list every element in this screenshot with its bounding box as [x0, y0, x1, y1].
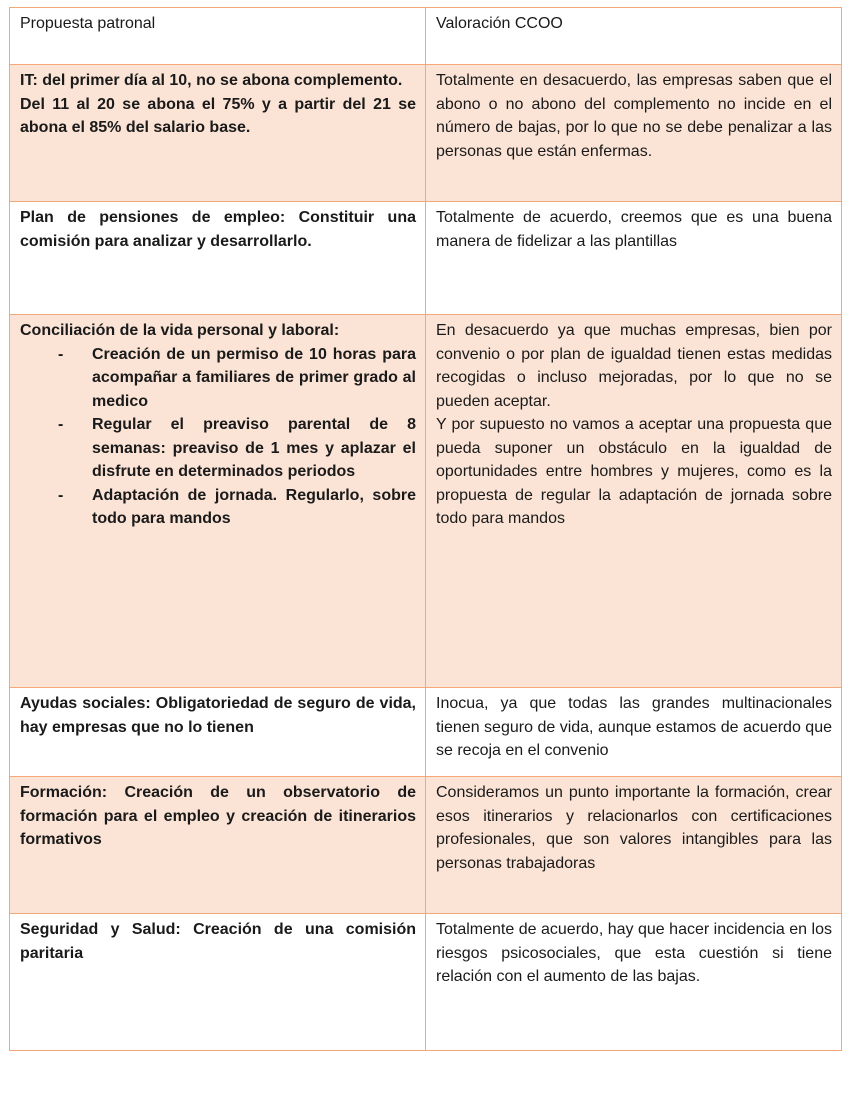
table-row: [10, 315, 842, 688]
dash-bullet: -: [58, 416, 64, 433]
table-row: [10, 65, 842, 202]
header-proposal: Propuesta patronal: [10, 8, 426, 65]
list-item: [58, 413, 416, 484]
assessment-cell: [426, 688, 842, 777]
document-page: [9, 7, 841, 1051]
proposal-intro: Conciliación de la vida personal y laboral:: [20, 322, 340, 339]
assessment-text: Totalmente de acuerdo, creemos que es una buena manera de fidelizar a las plantillas: [436, 209, 832, 250]
proposal-cell: [10, 914, 426, 1051]
table-row: [10, 777, 842, 914]
assessment-text: Totalmente de acuerdo, hay que hacer incidencia en los riesgos psicosociales, que esta cuestión si tiene relación con el aumento de las bajas.: [436, 921, 832, 985]
table-row: [10, 914, 842, 1051]
proposal-cell: [10, 688, 426, 777]
proposal-cell: [10, 315, 426, 688]
proposal-cell: [10, 202, 426, 315]
assessment-cell: [426, 914, 842, 1051]
proposals-table: [9, 7, 842, 1051]
list-item: [58, 484, 416, 531]
assessment-text: Consideramos un punto importante la formación, crear esos itinerarios y relacionarlos con certificaciones profesionales, que son valores intangibles para las personas trabajadoras: [436, 784, 832, 872]
list-item-text: Adaptación de jornada. Regularlo, sobre todo para mandos: [92, 486, 416, 527]
proposal-text: Seguridad y Salud: Creación de una comisión paritaria: [20, 921, 416, 962]
list-item: [58, 343, 416, 414]
assessment-text: Inocua, ya que todas las grandes multinacionales tienen seguro de vida, aunque estamos de acuerdo que se recoja en el convenio: [436, 695, 832, 759]
assessment-text: Y por supuesto no vamos a aceptar una propuesta que pueda suponer un obstáculo en la igualdad de oportunidades entre hombres y mujeres, como es la propuesta de regular la adaptación de jornada sobre todo para mandos: [436, 416, 832, 527]
table-row: [10, 202, 842, 315]
assessment-cell: [426, 777, 842, 914]
table-row: [10, 688, 842, 777]
proposal-cell: [10, 777, 426, 914]
assessment-cell: [426, 65, 842, 202]
dash-bullet: -: [58, 486, 64, 504]
dash-bullet: -: [58, 345, 64, 363]
proposal-text: Formación: Creación de un observatorio de formación para el empleo y creación de itinerarios formativos: [20, 784, 416, 848]
assessment-text: En desacuerdo ya que muchas empresas, bien por convenio o por plan de igualdad tienen estas medidas recogidas o incluso mejoradas, por lo que no se pueden aceptar.: [436, 322, 832, 410]
header-assessment: Valoración CCOO: [426, 8, 842, 65]
proposal-list: [20, 343, 416, 531]
list-item-text: Regular el preaviso parental de 8 semanas: preaviso de 1 mes y aplazar el disfrute en determinados periodos: [92, 416, 416, 480]
proposal-text: Ayudas sociales: Obligatoriedad de seguro de vida, hay empresas que no lo tienen: [20, 695, 416, 736]
assessment-text: Totalmente en desacuerdo, las empresas saben que el abono o no abono del complemento no incide en el número de bajas, por lo que no se debe penalizar a las personas que están enfermas.: [436, 72, 832, 160]
assessment-cell: [426, 202, 842, 315]
proposal-text: IT: del primer día al 10, no se abona complemento.: [20, 72, 403, 89]
proposal-text: Del 11 al 20 se abona el 75% y a partir del 21 se abona el 85% del salario base.: [20, 95, 416, 136]
proposal-text: Plan de pensiones de empleo: Constituir una comisión para analizar y desarrollarlo.: [20, 209, 416, 250]
list-item-text: Creación de un permiso de 10 horas para acompañar a familiares de primer grado al medico: [92, 345, 416, 410]
proposal-cell: [10, 65, 426, 202]
table-header-row: [10, 8, 842, 65]
assessment-cell: [426, 315, 842, 688]
